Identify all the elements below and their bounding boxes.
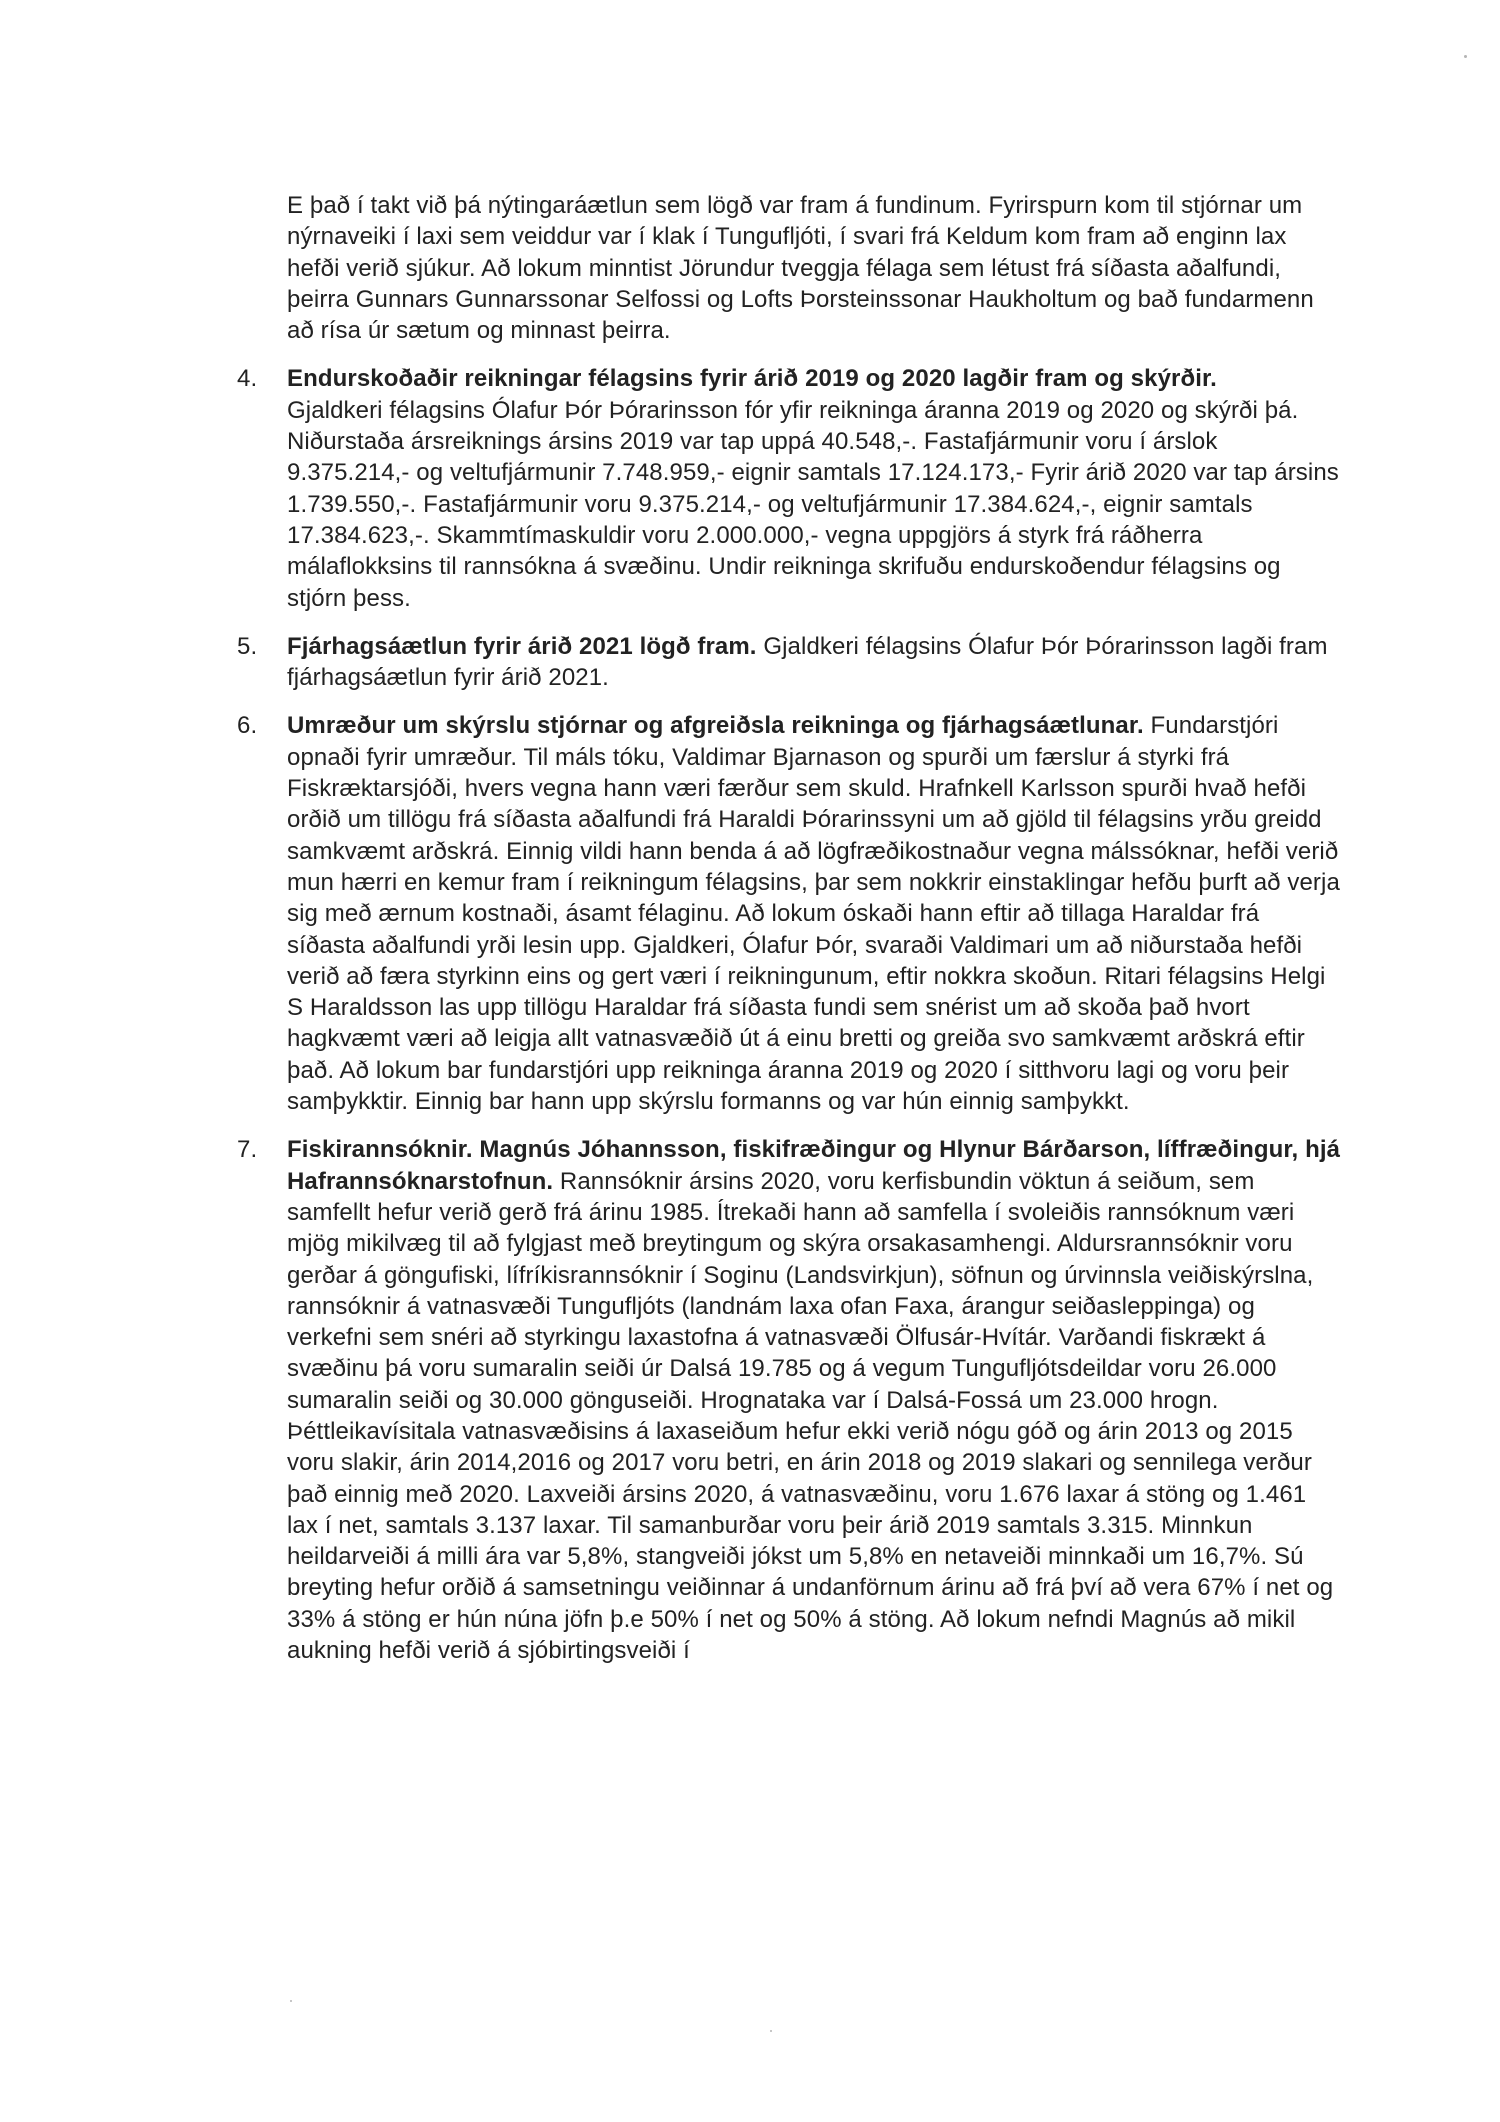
item-heading: Umræður um skýrslu stjórnar og afgreiðsla reikninga og fjárhagsáætlunar. [287,712,1144,740]
agenda-item-5 [237,631,1342,694]
item-body: Rannsóknir ársins 2020, voru kerfisbundin vöktun á seiðum, sem samfellt hefur verið gerð frá árinu 1985. Ítrekaði hann að samfella í svoleiðis rannsóknum væri mjög mikilvæg til að fylgjast með breytingum og skýra orsakasamhengi. Aldursrannsóknir voru gerðar á göngufiski, lífríkisrannsóknir í Soginu (Landsvirkjun), söfnun og úrvinnsla veiðiskýrslna, rannsóknir á vatnasvæði Tungufljóts (landnám laxa ofan Faxa, árangur seiðasleppinga) og verkefni sem snéri að styrkingu laxastofna á vatnasvæði Ölfusár-Hvítár. Varðandi fiskrækt á svæðinu þá voru sumaralin seiði úr Dalsá 19.785 og á vegum Tungufljótsdeildar voru 26.000 sumaralin seiði og 30.000 gönguseiði. Hrognataka var í Dalsá-Fossá um 23.000 hrogn. Þéttleikavísitala vatnasvæðisins á laxaseiðum hefur ekki verið nógu góð og árin 2013 og 2015 voru slakir, árin 2014,2016 og 2017 voru betri, en árin 2018 og 2019 slakari og sennilega verður það einnig með 2020. Laxveiði ársins 2020, á vatnasvæðinu, voru 1.676 laxar á stöng og 1.461 lax í net, samtals 3.137 laxar. Til samanburðar voru þeir árið 2019 samtals 3.315. Minnkun heildarveiði á milli ára var 5,8%, stangveiði jókst um 5,8% en netaveiði minnkaði um 16,7%. Sú breyting hefur orðið á samsetningu veiðinnar á undanförnum árinu að frá því að vera 67% í net og 33% á stöng er hún núna jöfn þ.e 50% í net og 50% á stöng. Að lokum nefndi Magnús að mikil aukning hefði verið á sjóbirtingsveiði í [287,1167,1334,1665]
item-heading: Fiskirannsóknir. Magnús Jóhannsson, fiskifræðingur og Hlynur Bárðarson, líffræðingur, hjá Hafrannsóknarstofnun. [287,1136,1341,1195]
item-text [287,710,1342,1117]
item-text [287,363,1342,613]
item-number: 5. [237,632,258,660]
item-body: Gjaldkeri félagsins Ólafur Þór Þórarinsson lagði fram fjárhagsáætlun fyrir árið 2021. [287,632,1328,692]
intro-paragraph: E það í takt við þá nýtingaráætlun sem lögð var fram á fundinum. Fyrirspurn kom til stjórnar um nýrnaveiki í laxi sem veiddur var í klak í Tungufljóti, í svari frá Keldum kom fram að enginn lax hefði verið sjúkur. Að lokum minntist Jörundur tveggja félaga sem létust frá síðasta aðalfundi, þeirra Gunnars Gunnarssonar Selfossi og Lofts Þorsteinssonar Haukholtum og bað fundarmenn að rísa úr sætum og minnast þeirra. [287,192,1314,345]
agenda-item-4 [237,363,1342,613]
scan-speck [1464,55,1467,58]
agenda-item-7 [237,1134,1342,1666]
item-heading: Endurskoðaðir reikningar félagsins fyrir árið 2019 og 2020 lagðir fram og skýrðir. [287,365,1217,393]
item-text [287,1134,1342,1666]
item-body: Gjaldkeri félagsins Ólafur Þór Þórarinsson fór yfir reikninga áranna 2019 og 2020 og skýrði þá. Niðurstaða ársreiknings ársins 2019 var tap uppá 40.548,-. Fastafjármunir voru í árslok 9.375.214,- og veltufjármunir 7.748.959,- eignir samtals 17.124.173,- Fyrir árið 2020 var tap ársins 1.739.550,-. Fastafjármunir voru 9.375.214,- og veltufjármunir 17.384.624,-, eignir samtals 17.384.623,-. Skammtímaskuldir voru 2.000.000,- vegna uppgjörs á styrk frá ráðherra málaflokksins til rannsókna á svæðinu. Undir reikninga skrifuðu endurskoðendur félagsins og stjórn þess. [287,396,1339,612]
scan-speck [290,2000,292,2002]
document-body [237,190,1342,1666]
item-number: 7. [237,1136,258,1164]
scan-speck [770,2030,772,2032]
item-text [287,631,1342,694]
item-number: 6. [237,712,258,740]
agenda-item-6 [237,710,1342,1117]
item-heading: Fjárhagsáætlun fyrir árið 2021 lögð fram. [287,632,757,660]
item-body: Fundarstjóri opnaði fyrir umræður. Til máls tóku, Valdimar Bjarnason og spurði um færslur á styrki frá Fiskræktarsjóði, hvers vegna hann væri færður sem skuld. Hrafnkell Karlsson spurði hvað hefði orðið um tillögu frá síðasta aðalfundi frá Haraldi Þórarinssyni um að gjöld til félagsins yrðu greidd samkvæmt arðskrá. Einnig vildi hann benda á að lögfræðikostnaður vegna málssóknar, hefði verið mun hærri en kemur fram í reikningum félagsins, þar sem nokkrir einstaklingar hefðu þurft að verja sig með ærnum kostnaði, ásamt félaginu. Að lokum óskaði hann eftir að tillaga Haraldar frá síðasta aðalfundi yrði lesin upp. Gjaldkeri, Ólafur Þór, svaraði Valdimari um að niðurstaða hefði verið að færa styrkinn eins og gert væri í reikningunum, eftir nokkra skoðun. Ritari félagsins Helgi S Haraldsson las upp tillögu Haraldar frá síðasta fundi sem snérist um að skoða það hvort hagkvæmt væri að leigja allt vatnasvæðið út á einu bretti og greiða svo samkvæmt arðskrá eftir það. Að lokum bar fundarstjóri upp reikninga áranna 2019 og 2020 í sitthvoru lagi og voru þeir samþykktir. Einnig bar hann upp skýrslu formanns og var hún einnig samþykkt. [287,712,1340,1116]
item-number: 4. [237,365,258,393]
